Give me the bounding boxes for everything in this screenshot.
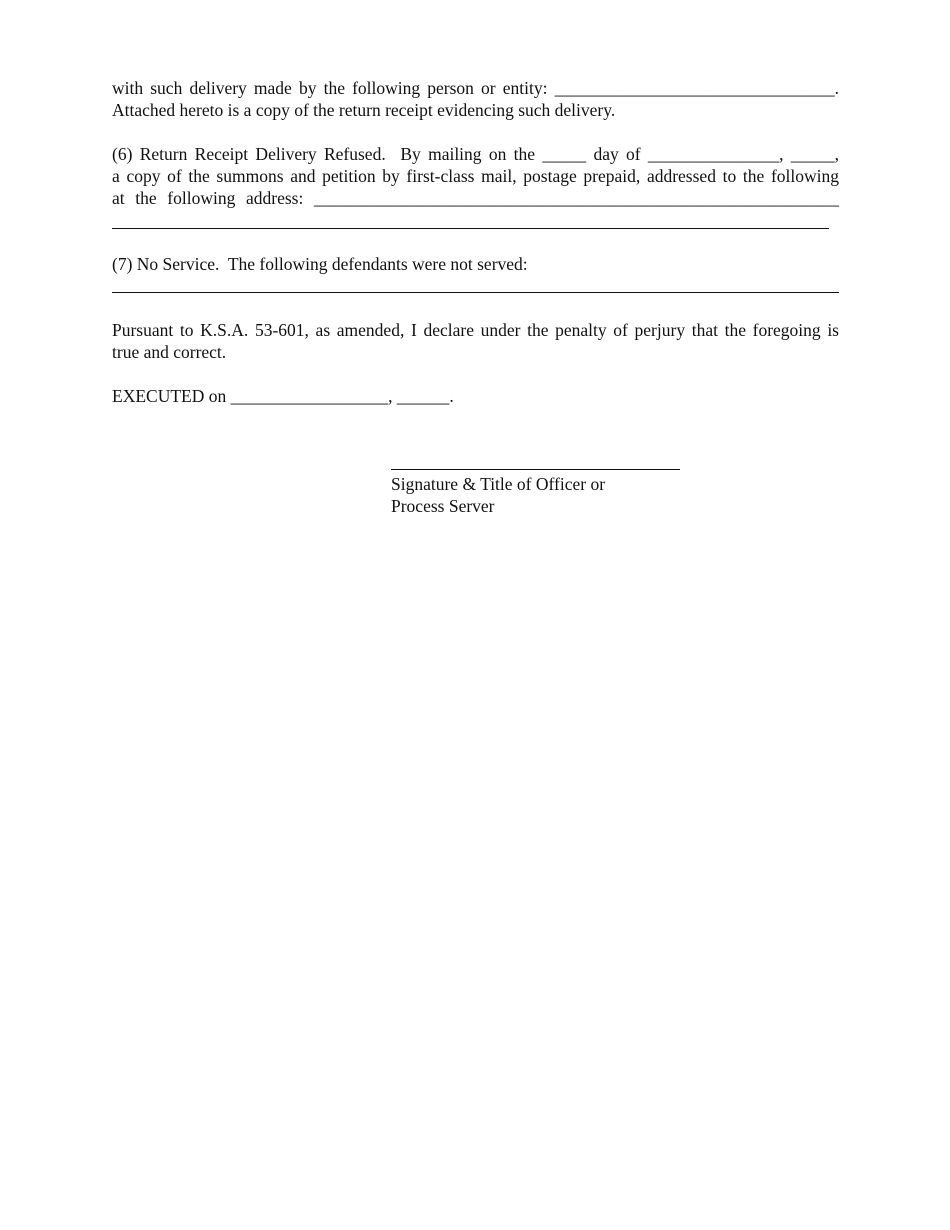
signature-line (391, 469, 680, 470)
section6-address-blank-line (112, 228, 829, 229)
section5-line2: Attached hereto is a copy of the return receipt evidencing such delivery. (112, 100, 616, 120)
declaration-line1: Pursuant to K.S.A. 53-601, as amended, I declare under the penalty of perjury that the foregoing is (112, 320, 839, 340)
signature-label-line2: Process Server (391, 496, 495, 516)
section7-defendants-blank-line (112, 292, 839, 293)
executed-on-line: EXECUTED on __________________, ______. (112, 386, 454, 406)
section6-line2: a copy of the summons and petition by first-class mail, postage prepaid, addressed to the following (112, 166, 839, 186)
signature-label-line1: Signature & Title of Officer or (391, 474, 606, 494)
section7-line1: (7) No Service. The following defendants were not served: (112, 254, 528, 274)
section5-line1: with such delivery made by the following person or entity: ________________________________. (112, 78, 839, 98)
section6-line1: (6) Return Receipt Delivery Refused. By mailing on the _____ day of _______________, _____, (112, 144, 839, 164)
section6-line3: at the following address: ____________________________________________________________ (112, 188, 839, 208)
declaration-line2: true and correct. (112, 342, 227, 362)
